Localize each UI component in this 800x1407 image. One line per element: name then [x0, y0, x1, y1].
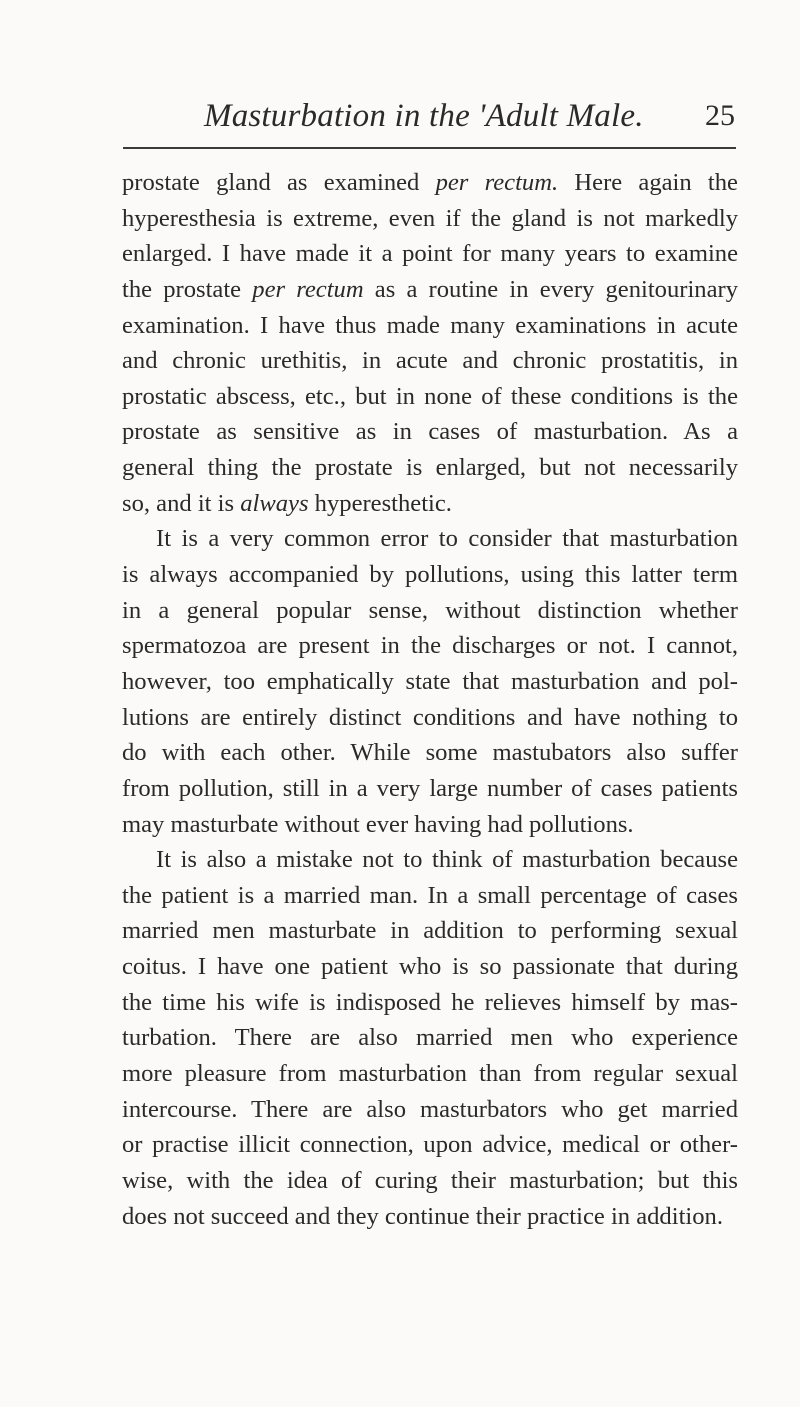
paragraph-first-line: It is also a mistake not to think of masturbation because	[156, 846, 738, 874]
text-line: the prostate per rectum as a routine in every genitourinary	[122, 275, 738, 303]
running-title: Masturbation in the 'Adult Male.	[204, 98, 644, 134]
text-line: and chronic urethitis, in acute and chronic prostatitis, in	[122, 347, 738, 375]
text-line: prostatic abscess, etc., but in none of these conditions is the	[122, 382, 738, 410]
text-line: general thing the prostate is enlarged, but not necessarily	[122, 454, 738, 482]
text-line: intercourse. There are also masturbators who get married	[122, 1095, 738, 1123]
text-line: hyperesthesia is extreme, even if the gland is not markedly	[122, 204, 738, 232]
text-line: married men masturbate in addition to performing sexual	[122, 917, 738, 945]
text-line: wise, with the idea of curing their masturbation; but this	[122, 1166, 738, 1194]
text-line: prostate gland as examined per rectum. Here again the	[122, 169, 738, 196]
text-line: spermatozoa are present in the discharges or not. I cannot,	[122, 632, 738, 660]
paragraph-first-line: It is a very common error to consider that masturbation	[156, 525, 738, 553]
text-line: prostate as sensitive as in cases of masturbation. As a	[122, 418, 738, 446]
text-line: in a general popular sense, without distinction whether	[122, 596, 738, 624]
text-line: lutions are entirely distinct conditions and have nothing to	[122, 703, 738, 731]
text-line: coitus. I have one patient who is so passionate that during	[122, 953, 738, 981]
text-line: more pleasure from masturbation than from regular sexual	[122, 1060, 738, 1088]
text-line: turbation. There are also married men who experience	[122, 1024, 738, 1052]
text-line: examination. I have thus made many examinations in acute	[122, 311, 738, 339]
text-line: from pollution, still in a very large number of cases patients	[122, 774, 738, 802]
text-line: enlarged. I have made it a point for many years to examine	[122, 240, 738, 268]
text-line: the time his wife is indisposed he relieves himself by mas-	[122, 988, 738, 1016]
body-text	[122, 165, 738, 1234]
text-line: may masturbate without ever having had pollutions.	[122, 810, 634, 838]
running-head	[122, 96, 737, 142]
text-line: so, and it is always hyperesthetic.	[122, 489, 452, 517]
text-line: do with each other. While some mastubators also suffer	[122, 739, 738, 767]
header-rule	[123, 147, 736, 149]
text-line: the patient is a married man. In a small percentage of cases	[122, 881, 738, 909]
text-line: does not succeed and they continue their practice in addition.	[122, 1202, 723, 1230]
text-line: is always accompanied by pollutions, using this latter term	[122, 561, 738, 589]
page-number: 25	[705, 99, 735, 132]
text-line: however, too emphatically state that masturbation and pol-	[122, 667, 738, 695]
text-line: or practise illicit connection, upon advice, medical or other-	[122, 1131, 738, 1159]
